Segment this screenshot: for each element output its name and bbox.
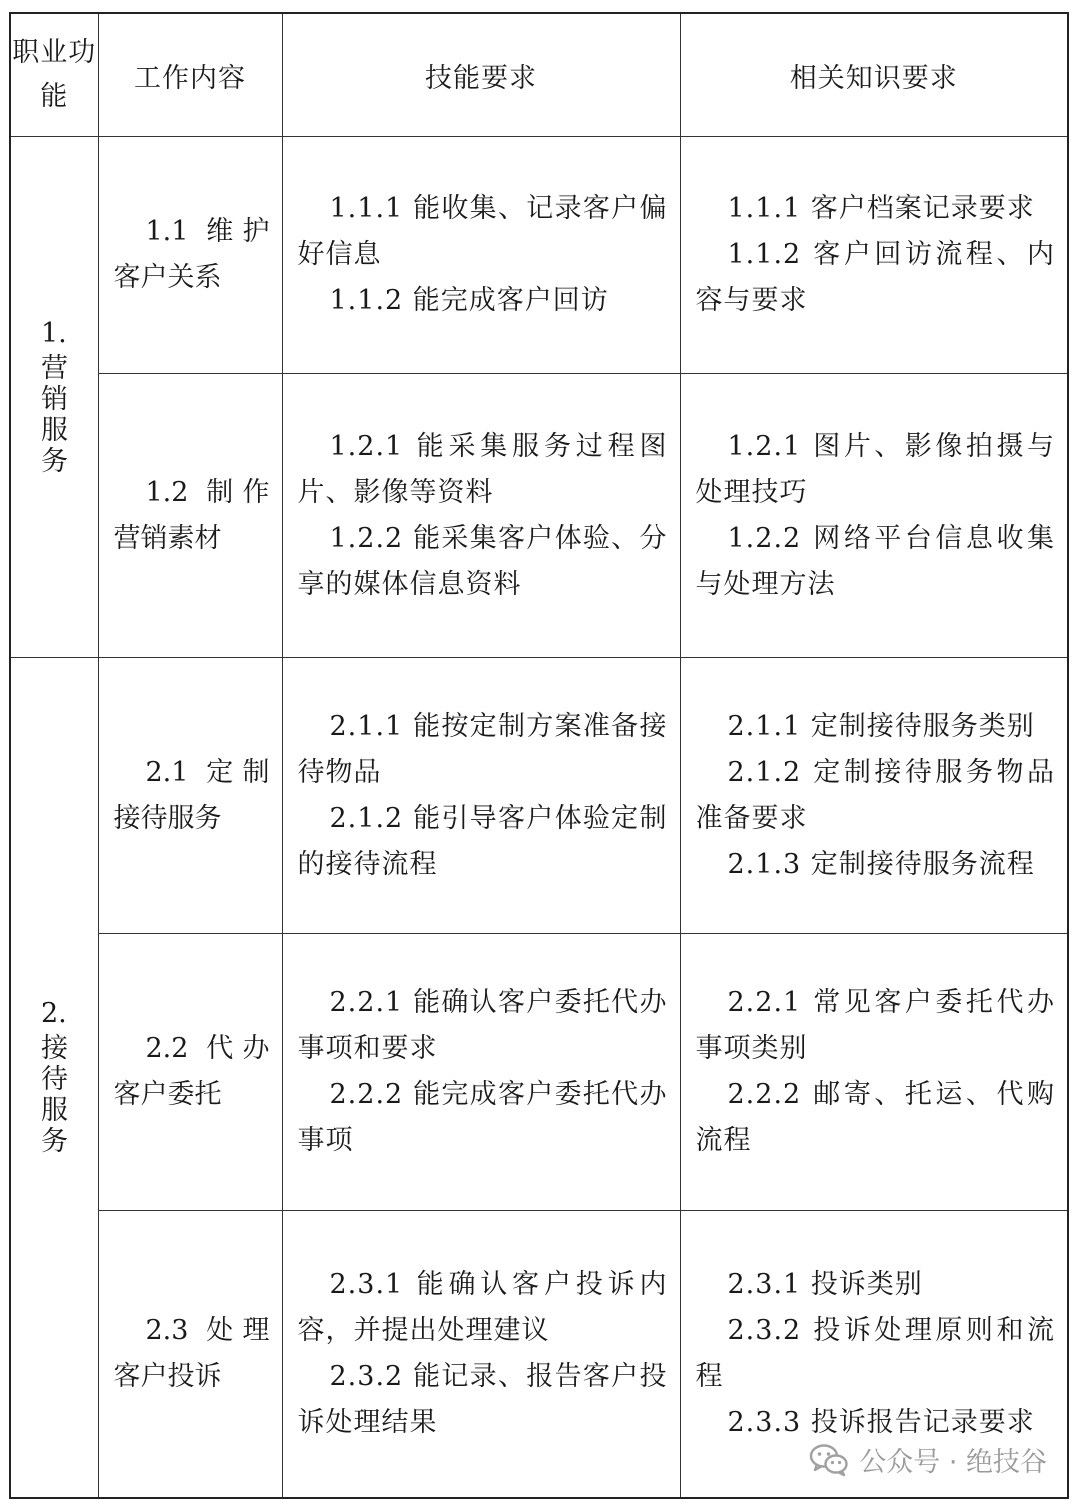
knowledge-item: 2.1.2 定制接待服务物品准备要求 — [695, 756, 1055, 834]
work-content-cell: 1.2 制作营销素材 — [98, 374, 282, 658]
knowledge-requirements-cell — [680, 374, 1068, 658]
table-row — [10, 137, 1068, 374]
skill-item: 2.2.1 能确认客户委托代办事项和要求 — [297, 987, 668, 1064]
header-knowledge: 相关知识要求 — [680, 13, 1068, 137]
knowledge-requirements-cell — [680, 934, 1068, 1211]
skill-item: 2.1.2 能引导客户体验定制的接待流程 — [297, 802, 668, 880]
wechat-icon — [809, 1443, 849, 1477]
skill-item: 1.1.2 能完成客户回访 — [329, 285, 609, 316]
work-content-cell: 1.1 维护客户关系 — [98, 137, 282, 374]
table-row — [10, 658, 1068, 934]
function-name: 接待服务 — [41, 1032, 68, 1157]
table-row — [10, 374, 1068, 658]
skill-requirements-cell — [282, 1211, 680, 1498]
work-content-cell: 2.3 处理客户投诉 — [98, 1211, 282, 1498]
function-cell — [10, 137, 98, 658]
skill-item: 1.2.2 能采集客户体验、分享的媒体信息资料 — [297, 522, 668, 600]
skill-item: 1.1.1 能收集、记录客户偏好信息 — [297, 193, 668, 270]
work-content-cell: 2.1 定制接待服务 — [98, 658, 282, 934]
knowledge-item: 2.2.1 常见客户委托代办事项类别 — [695, 987, 1055, 1064]
skill-requirements-cell — [282, 374, 680, 658]
knowledge-item: 2.1.1 定制接待服务类别 — [727, 710, 1035, 742]
table-row — [10, 934, 1068, 1211]
function-number: 1. — [41, 317, 67, 349]
knowledge-item: 2.1.3 定制接待服务流程 — [727, 848, 1035, 880]
skill-requirements-cell — [282, 934, 680, 1211]
function-name: 营销服务 — [41, 352, 68, 477]
watermark — [809, 1440, 1047, 1479]
skill-item: 2.2.2 能完成客户委托代办事项 — [297, 1079, 668, 1156]
header-row — [10, 13, 1068, 137]
function-cell — [10, 658, 98, 1498]
knowledge-item: 2.3.2 投诉处理原则和流程 — [695, 1314, 1055, 1392]
header-skill: 技能要求 — [282, 13, 680, 137]
work-content-cell: 2.2 代办客户委托 — [98, 934, 282, 1211]
table-body — [10, 13, 1068, 1498]
skill-item: 2.1.1 能按定制方案准备接待物品 — [297, 710, 668, 788]
knowledge-item: 2.3.3 投诉报告记录要求 — [727, 1406, 1035, 1438]
skill-item: 2.3.2 能记录、报告客户投诉处理结果 — [297, 1360, 668, 1438]
knowledge-item: 1.2.1 图片、影像拍摄与处理技巧 — [695, 430, 1055, 508]
knowledge-item: 2.3.1 投诉类别 — [727, 1268, 923, 1300]
header-work: 工作内容 — [98, 13, 282, 137]
skill-requirements-cell — [282, 658, 680, 934]
watermark-text: 公众号 · 绝技谷 — [859, 1447, 1047, 1478]
knowledge-item: 2.2.2 邮寄、托运、代购流程 — [695, 1079, 1055, 1156]
knowledge-item: 1.2.2 网络平台信息收集与处理方法 — [695, 522, 1055, 600]
skill-requirements-cell — [282, 137, 680, 374]
skill-item: 2.3.1 能确认客户投诉内容，并提出处理建议 — [297, 1268, 668, 1346]
skill-item: 1.2.1 能采集服务过程图片、影像等资料 — [297, 430, 668, 508]
knowledge-item: 1.1.1 客户档案记录要求 — [727, 193, 1035, 224]
header-function: 职业功能 — [10, 13, 98, 137]
knowledge-requirements-cell — [680, 137, 1068, 374]
knowledge-requirements-cell — [680, 658, 1068, 934]
skill-standard-table — [9, 12, 1069, 1499]
knowledge-item: 1.1.2 客户回访流程、内容与要求 — [695, 239, 1055, 316]
function-number: 2. — [41, 997, 67, 1029]
